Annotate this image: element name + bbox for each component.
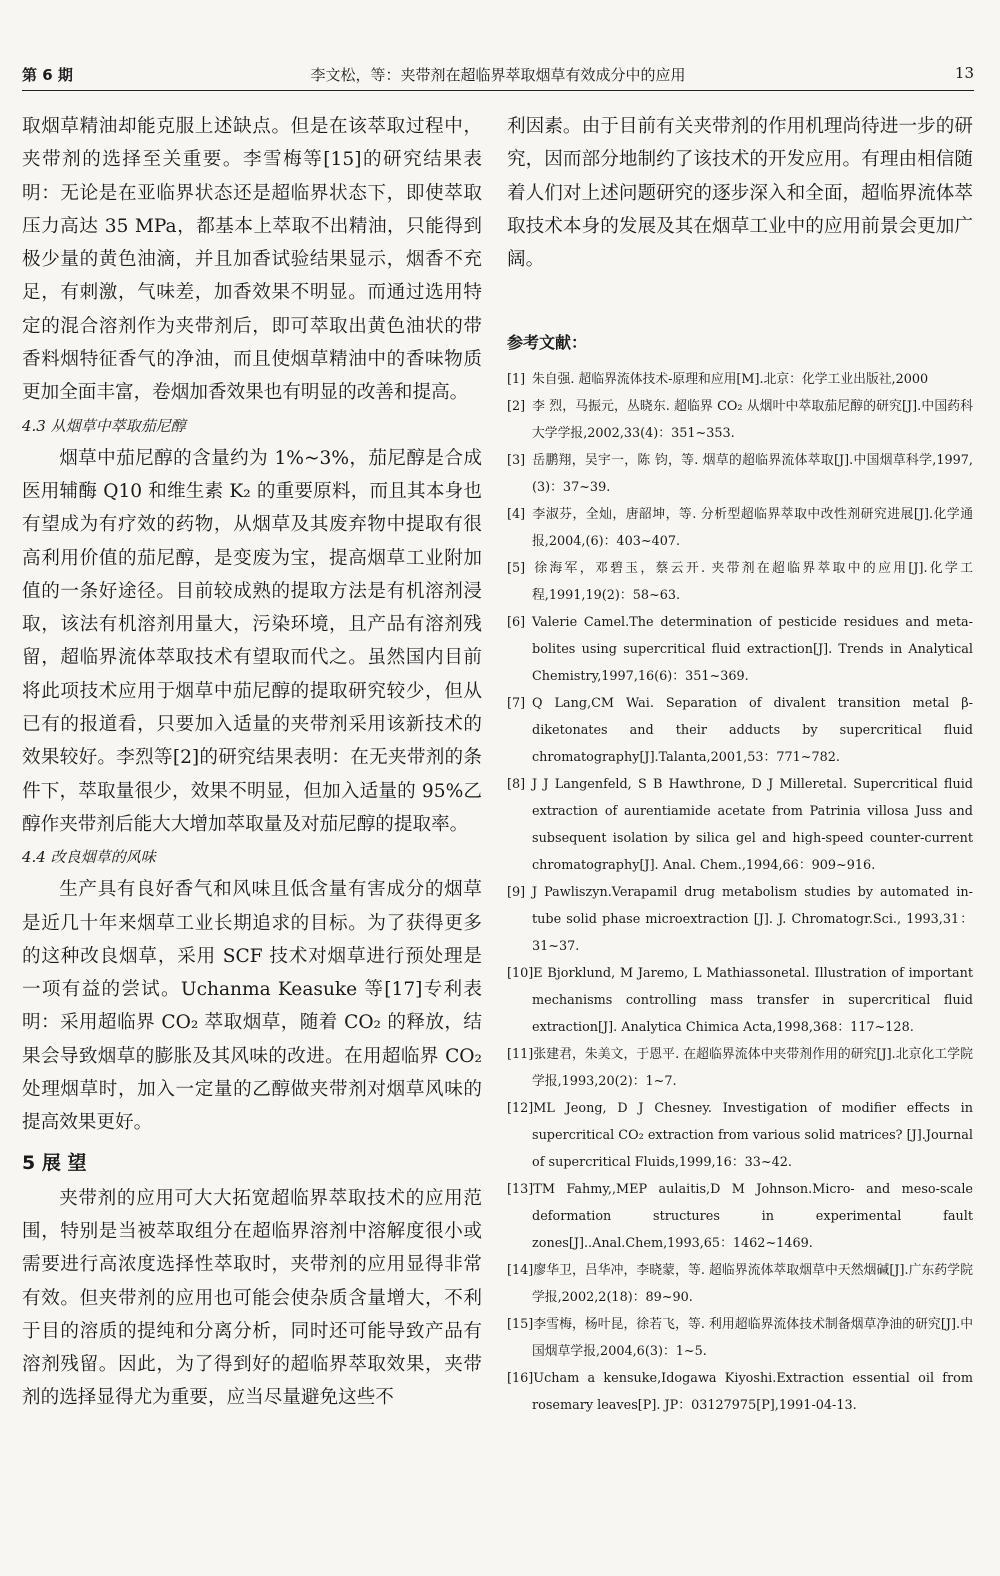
reference-item: [7] Q Lang,CM Wai. Separation of divalent transition metal β-diketonates and their adducts by supercritical fluid chromatography[J].Talanta,2001,53：771~782.: [507, 695, 973, 765]
body-paragraph: 烟草中茄尼醇的含量约为 1%~3%，茄尼醇是合成医用辅酶 Q10 和维生素 K₂ 的重要原料，而且其本身也有望成为有疗效的药物，从烟草及其废弃物中提取有很高利用价值的茄尼醇，是变废为宝，提高烟草工业附加值的一条好途径。目前较成熟的提取方法是有机溶剂浸取，该法有机溶剂用量大，污染环境，且产品有溶剂残留，超临界流体萃取技术有望取而代之。虽然国内目前将此项技术应用于烟草中茄尼醇的提取研究较少，但从已有的报道看，只要加入适量的夹带剂采用该新技术的效果较好。李烈等[2]的研究结果表明：在无夹带剂的条件下，萃取量很少，效果不明显，但加入适量的 95%乙醇作夹带剂后能大大增加萃取量及对茄尼醇的提取率。: [22, 447, 482, 835]
reference-item: [6] Valerie Camel.The determination of pesticide residues and meta-bolites using supercritical fluid extraction[J]. Trends in Analytical Chemistry,1997,16(6)：351~369.: [507, 614, 973, 684]
section-heading-5: 5 展 望: [22, 1151, 87, 1174]
reference-item: [15]李雪梅，杨叶昆，徐若飞，等. 利用超临界流体技术制备烟草净油的研究[J].中国烟草学报,2004,6(3)：1~5.: [507, 1316, 973, 1359]
reference-item: [3] 岳鹏翔，吴宇一，陈 钧，等. 烟草的超临界流体萃取[J].中国烟草科学,1997,(3)：37~39.: [507, 452, 973, 495]
left-column: [22, 110, 482, 1415]
section-heading-4-4: 4.4 改良烟草的风味: [22, 848, 156, 867]
reference-item: [12]ML Jeong, D J Chesney. Investigation of modifier effects in supercritical CO₂ extraction from various solid matrices? [J].Journal of supercritical Fluids,1999,16：33~42.: [507, 1100, 973, 1170]
reference-item: [8] J J Langenfeld, S B Hawthrone, D J Milleretal. Supercritical fluid extraction of aurentiamide acetate from Patrinia villosa Juss and subsequent isolation by silica gel and high-speed counter-current chromatography[J]. Anal. Chem.,1994,66：909~916.: [507, 776, 973, 873]
references-list: [507, 366, 973, 1419]
issue-number: 第 6 期: [22, 66, 73, 84]
reference-item: [14]廖华卫，吕华冲，李晓蒙，等. 超临界流体萃取烟草中天然烟碱[J].广东药学院学报,2002,2(18)：89~90.: [507, 1262, 973, 1305]
page-header: [22, 60, 974, 91]
running-title: 李文松，等：夹带剂在超临界萃取烟草有效成分中的应用: [310, 66, 686, 84]
right-column: [507, 110, 973, 1419]
body-paragraph: 夹带剂的应用可大大拓宽超临界萃取技术的应用范围，特别是当被萃取组分在超临界溶剂中溶解度很小或需要进行高浓度选择性萃取时，夹带剂的应用显得非常有效。但夹带剂的应用也可能会使杂质含量增大，不利于目的溶质的提纯和分离分析，同时还可能导致产品有溶剂残留。因此，为了得到好的超临界萃取效果，夹带剂的选择显得尤为重要，应当尽量避免这些不: [22, 1187, 482, 1409]
reference-item: [1] 朱自强. 超临界流体技术-原理和应用[M].北京：化学工业出版社,2000: [507, 371, 929, 387]
body-paragraph: 生产具有良好香气和风味且低含量有害成分的烟草是近几十年来烟草工业长期追求的目标。为了获得更多的这种改良烟草，采用 SCF 技术对烟草进行预处理是一项有益的尝试。Uchanma Keasuke 等[17]专利表明：采用超临界 CO₂ 萃取烟草，随着 CO₂ 的释放，结果会导致烟草的膨胀及其风味的改进。在用超临界 CO₂ 处理烟草时，加入一定量的乙醇做夹带剂对烟草风味的提高效果更好。: [22, 879, 482, 1134]
reference-item: [13]TM Fahmy,,MEP aulaitis,D M Johnson.Micro- and meso-scale deformation structures in experimental fault zones[J]..Anal.Chem,1993,65：1462~1469.: [507, 1181, 973, 1251]
reference-item: [9] J Pawliszyn.Verapamil drug metabolism studies by automated in-tube solid phase microextraction [J]. J. Chromatogr.Sci., 1993,31：31~37.: [507, 884, 973, 954]
section-heading-4-3: 4.3 从烟草中萃取茄尼醇: [22, 416, 186, 435]
reference-item: [5] 徐海军，邓碧玉，蔡云开. 夹带剂在超临界萃取中的应用[J].化学工程,1991,19(2)：58~63.: [507, 560, 973, 603]
body-paragraph: 利因素。由于目前有关夹带剂的作用机理尚待进一步的研究，因而部分地制约了该技术的开发应用。有理由相信随着人们对上述问题研究的逐步深入和全面，超临界流体萃取技术本身的发展及其在烟草工业中的应用前景会更加广阔。: [507, 116, 973, 271]
reference-item: [16]Ucham a kensuke,Idogawa Kiyoshi.Extraction essential oil from rosemary leaves[P]. JP：03127975[P],1991-04-13.: [507, 1370, 973, 1413]
reference-item: [2] 李 烈，马振元，丛晓东. 超临界 CO₂ 从烟叶中萃取茄尼醇的研究[J].中国药科大学学报,2002,33(4)：351~353.: [507, 398, 973, 441]
page-number: 13: [954, 64, 974, 82]
reference-item: [11]张建君，朱美文，于恩平. 在超临界流体中夹带剂作用的研究[J].北京化工学院学报,1993,20(2)：1~7.: [507, 1046, 973, 1089]
references-title: 参考文献：: [507, 333, 588, 353]
reference-item: [4] 李淑芬，全灿，唐韶坤，等. 分析型超临界萃取中改性剂研究进展[J].化学通报,2004,(6)：403~407.: [507, 506, 973, 549]
body-paragraph: 取烟草精油却能克服上述缺点。但是在该萃取过程中，夹带剂的选择至关重要。李雪梅等[15]的研究结果表明：无论是在亚临界状态还是超临界状态下，即使萃取压力高达 35 MPa，都基本上萃取不出精油，只能得到极少量的黄色油滴，并且加香试验结果显示，烟香不充足，有刺激，气味差，加香效果不明显。而通过选用特定的混合溶剂作为夹带剂后，即可萃取出黄色油状的带香料烟特征香气的净油，而且使烟草精油中的香味物质更加全面丰富，卷烟加香效果也有明显的改善和提高。: [22, 116, 482, 404]
reference-item: [10]E Bjorklund, M Jaremo, L Mathiassonetal. Illustration of important mechanisms controlling mass transfer in supercritical fluid extraction[J]. Analytica Chimica Acta,1998,368：117~128.: [507, 965, 973, 1035]
